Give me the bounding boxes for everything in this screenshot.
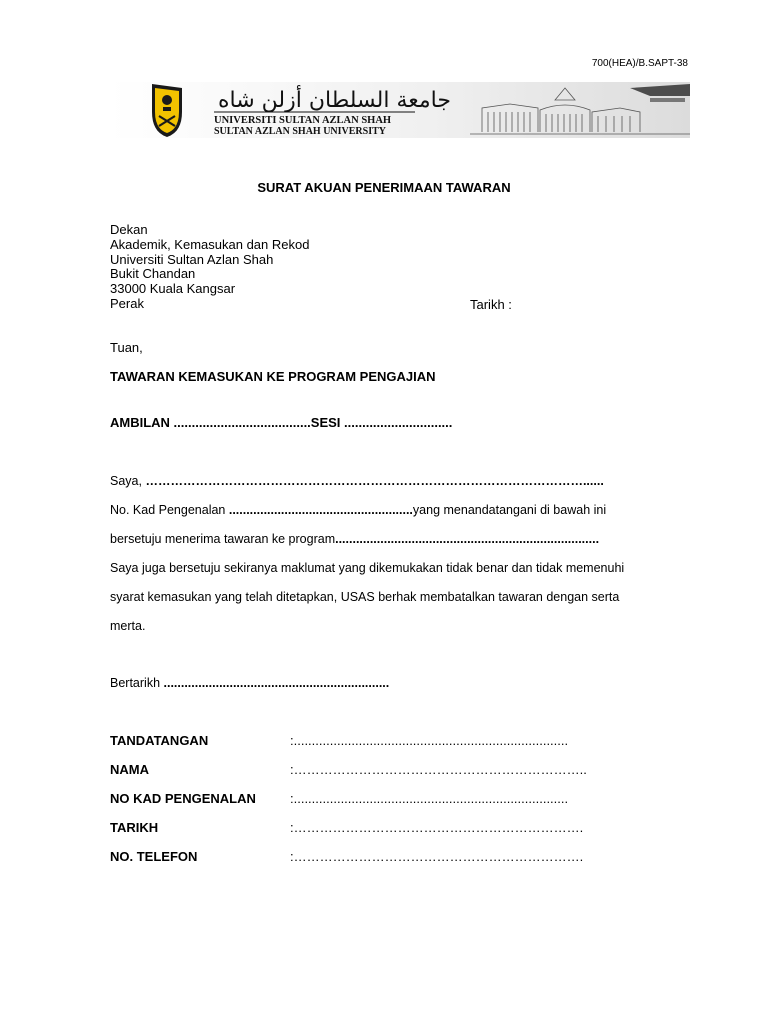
phone-label: NO. TELEFON bbox=[110, 849, 198, 864]
bertarikh-field[interactable]: ................................................................. bbox=[163, 676, 390, 690]
address-line: Akademik, Kemasukan dan Rekod bbox=[110, 236, 310, 252]
ic-number-sign-field[interactable]: :............................................................................ bbox=[290, 791, 569, 806]
arabic-name: جامعة السلطان أزلن شاه bbox=[218, 88, 451, 113]
name-label: NAMA bbox=[110, 762, 149, 777]
address-line: Perak bbox=[110, 295, 144, 311]
program-line bbox=[110, 532, 599, 546]
date-sign-label: TARIKH bbox=[110, 820, 159, 835]
crest-icon bbox=[152, 84, 182, 137]
address-line: Universiti Sultan Azlan Shah bbox=[110, 251, 274, 267]
address-line: 33000 Kuala Kangsar bbox=[110, 281, 236, 297]
logo-name-line2: SULTAN AZLAN SHAH UNIVERSITY bbox=[214, 126, 386, 137]
dated-line bbox=[110, 676, 389, 690]
ic-line bbox=[110, 503, 606, 517]
salutation: Tuan, bbox=[110, 340, 143, 355]
letterhead-graphic bbox=[110, 82, 690, 138]
recipient-address bbox=[110, 223, 309, 312]
document-title: SURAT AKUAN PENERIMAAN TAWARAN bbox=[257, 180, 511, 195]
ic-label: No. Kad Pengenalan bbox=[110, 503, 229, 517]
address-line: Dekan bbox=[110, 222, 148, 237]
date-sign-field[interactable]: :…………………………………………………………. bbox=[290, 820, 584, 835]
signature-label: TANDATANGAN bbox=[110, 733, 209, 748]
university-letterhead bbox=[110, 82, 690, 138]
declarant-name-line bbox=[110, 474, 604, 488]
phone-field[interactable]: :…………………………………………………………. bbox=[290, 849, 584, 864]
program-field[interactable]: ............................................................................ bbox=[335, 532, 600, 546]
declaration-text-line: merta. bbox=[110, 619, 146, 633]
name-field[interactable]: :………………………………………………………….. bbox=[290, 762, 587, 777]
reference-code: 700(HEA)/B.SAPT-38 bbox=[591, 58, 688, 69]
signature-field[interactable]: :............................................................................ bbox=[290, 733, 569, 748]
bertarikh-label: Bertarikh bbox=[110, 676, 164, 690]
declaration-text-line: syarat kemasukan yang telah ditetapkan, USAS berhak membatalkan tawaran dengan serta bbox=[110, 590, 620, 604]
logo-name-line1: UNIVERSITI SULTAN AZLAN SHAH bbox=[214, 115, 392, 126]
address-line: Bukit Chandan bbox=[110, 266, 196, 282]
date-label: Tarikh : bbox=[470, 297, 512, 312]
ic-number-label: NO KAD PENGENALAN bbox=[110, 791, 256, 806]
declaration-text-line: Saya juga bersetuju sekiranya maklumat yang dikemukakan tidak benar dan tidak memenuhi bbox=[110, 561, 625, 575]
intake-session-field[interactable]: AMBILAN ......................................SESI .............................. bbox=[110, 415, 453, 430]
subject-line: TAWARAN KEMASUKAN KE PROGRAM PENGAJIAN bbox=[110, 369, 436, 384]
declarant-name-field[interactable]: ……………………………………………………………………………………………...... bbox=[145, 474, 604, 488]
ic-suffix: yang menandatangani di bawah ini bbox=[412, 503, 607, 517]
ic-number-field[interactable]: ..................................................... bbox=[228, 503, 413, 517]
saya-label: Saya, bbox=[110, 474, 142, 488]
program-label: bersetuju menerima tawaran ke program bbox=[110, 532, 336, 546]
